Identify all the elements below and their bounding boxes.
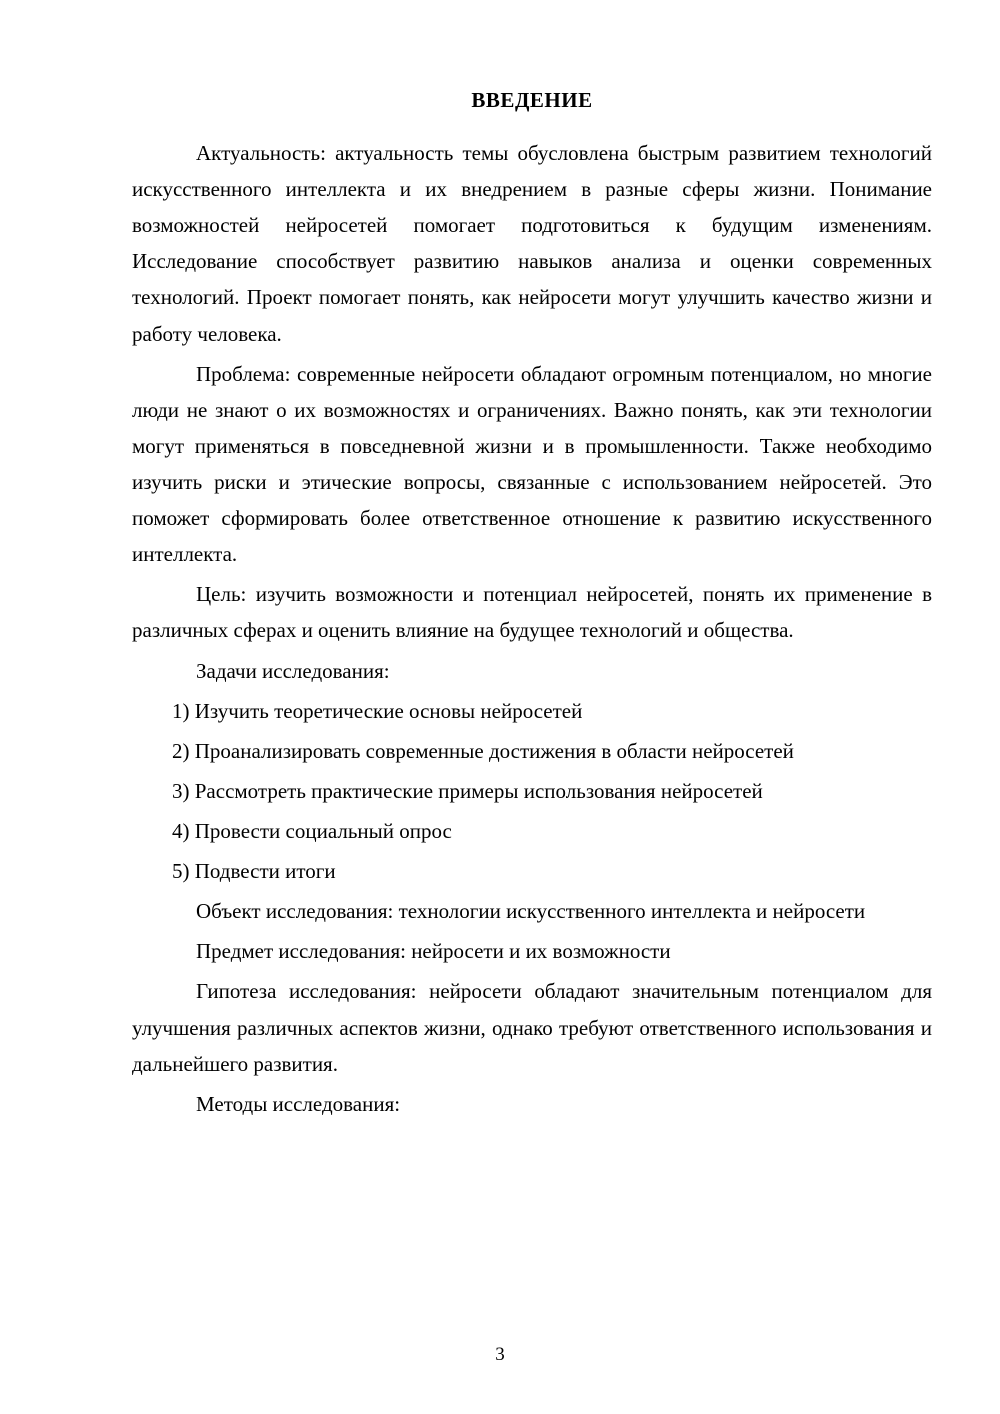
paragraph-subject: Предмет исследования: нейросети и их возможности <box>196 939 671 964</box>
paragraph-hypothesis: Гипотеза исследования: нейросети обладают значительным потенциалом для улучшения различных аспектов жизни, однако требуют ответственного использования и дальнейшего развития. <box>132 979 932 1076</box>
paragraph-problem: Проблема: современные нейросети обладают огромным потенциалом, но многие люди не знают о их возможностях и ограничениях. Важно понять, как эти технологии могут применяться в повседневной жизни и в промышленности. Также необходимо изучить риски и этические вопросы, связанные с использованием нейросетей. Это поможет сформировать более ответственное отношение к развитию искусственного интеллекта. <box>132 361 932 567</box>
page-title: ВВЕДЕНИЕ <box>471 88 593 112</box>
paragraph-tasks-heading: Задачи исследования: <box>196 658 390 683</box>
paragraph-relevance: Актуальность: актуальность темы обусловлена быстрым развитием технологий искусственного интеллекта и их внедрением в разные сферы жизни. Понимание возможностей нейросетей помогает подготовиться к будущим изменениям. Исследование способствует развитию навыков анализа и оценки современных технологий. Проект помогает понять, как нейросети могут улучшить качество жизни и работу человека. <box>132 141 932 346</box>
list-item: 5) Подвести итоги <box>172 859 336 884</box>
list-item: 2) Проанализировать современные достижения в области нейросетей <box>172 738 794 763</box>
page-number: 3 <box>495 1344 505 1365</box>
list-item: 3) Рассмотреть практические примеры использования нейросетей <box>172 778 763 803</box>
list-item: 1) Изучить теоретические основы нейросетей <box>172 698 583 723</box>
paragraph-methods-heading: Методы исследования: <box>196 1091 401 1116</box>
paragraph-object: Объект исследования: технологии искусственного интеллекта и нейросети <box>196 899 866 924</box>
paragraph-goal: Цель: изучить возможности и потенциал нейросетей, понять их применение в различных сферах и оценить влияние на будущее технологий и общества. <box>132 582 932 643</box>
list-item: 4) Провести социальный опрос <box>172 818 452 843</box>
